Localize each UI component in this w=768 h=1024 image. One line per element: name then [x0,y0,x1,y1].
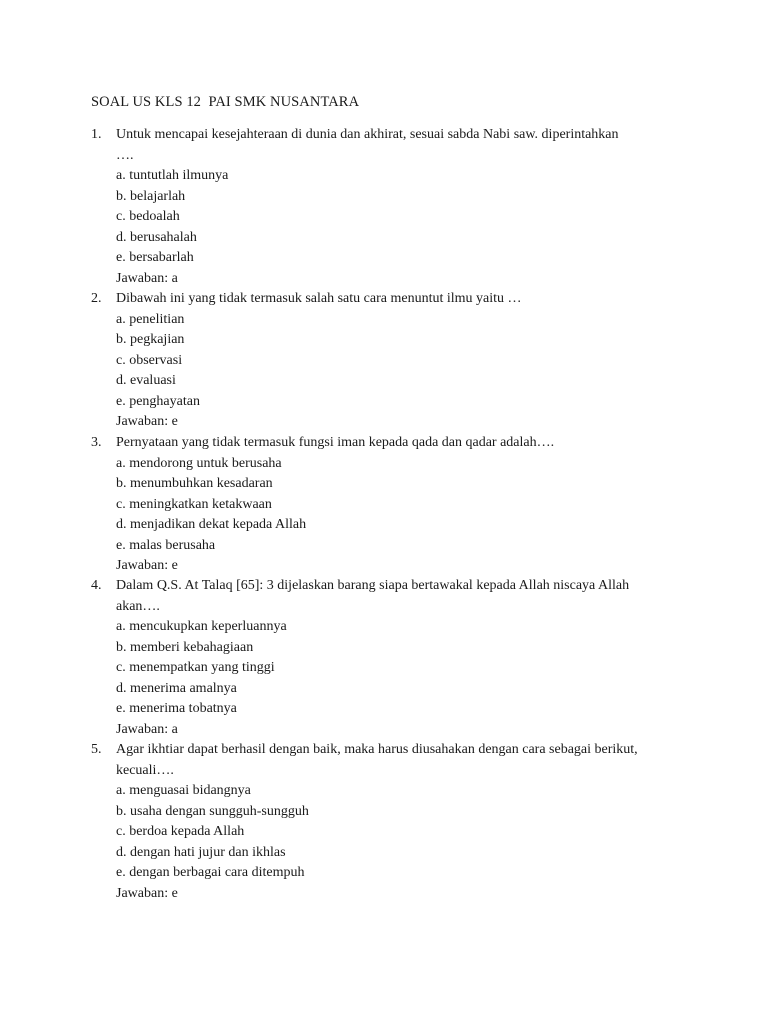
question-number: 1. [91,127,102,142]
option-a: a. mencukupkan keperluannya [116,619,287,634]
question-text: Pernyataan yang tidak termasuk fungsi iman kepada qada dan qadar adalah…. [116,435,555,450]
option-d: d. menerima amalnya [116,680,237,696]
option-d: d. evaluasi [116,373,176,388]
option-c: c. berdoa kepada Allah [116,824,245,839]
answer: Jawaban: a [116,721,178,737]
option-b: b. menumbuhkan kesadaran [116,476,273,491]
option-b: b. usaha dengan sungguh-sungguh [116,803,309,819]
option-d: d. menjadikan dekat kepada Allah [116,517,307,532]
question-text: Untuk mencapai kesejahteraan di dunia dan akhirat, sesuai sabda Nabi saw. diperintahkan [116,127,619,142]
option-d: d. dengan hati jujur dan ikhlas [116,844,286,860]
answer: Jawaban: e [116,414,178,429]
option-a: a. penelitian [116,311,185,327]
question-text: …. [116,147,134,163]
question-text: Agar ikhtiar dapat berhasil dengan baik, maka harus diusahakan dengan cara sebagai berikut, [116,742,638,757]
option-a: a. menguasai bidangnya [116,783,251,798]
option-a: a. tuntutlah ilmunya [116,168,229,183]
option-b: b. pegkajian [116,332,185,347]
question-number: 3. [91,435,102,450]
question-text: kecuali…. [116,762,174,778]
question-number: 5. [91,742,102,757]
option-e: e. malas berusaha [116,537,216,553]
option-c: c. bedoalah [116,209,180,224]
option-c: c. meningkatkan ketakwaan [116,496,272,512]
answer: Jawaban: e [116,885,178,901]
option-b: b. memberi kebahagiaan [116,639,254,655]
question-text: Dalam Q.S. At Talaq [65]: 3 dijelaskan barang siapa bertawakal kepada Allah niscaya Allah [116,578,630,593]
question-text: akan…. [116,598,160,614]
option-d: d. berusahalah [116,229,197,245]
option-e: e. bersabarlah [116,250,194,265]
answer: Jawaban: a [116,270,178,286]
option-b: b. belajarlah [116,188,186,204]
question-number: 4. [91,578,102,593]
option-c: c. observasi [116,352,183,368]
option-e: e. penghayatan [116,393,200,409]
option-c: c. menempatkan yang tinggi [116,660,275,675]
answer: Jawaban: e [116,558,178,573]
option-a: a. mendorong untuk berusaha [116,455,282,471]
page-title: SOAL US KLS 12 PAI SMK NUSANTARA [91,94,360,110]
question-number: 2. [91,291,102,306]
option-e: e. menerima tobatnya [116,701,237,716]
option-e: e. dengan berbagai cara ditempuh [116,865,305,880]
question-text: Dibawah ini yang tidak termasuk salah satu cara menuntut ilmu yaitu … [116,291,522,306]
